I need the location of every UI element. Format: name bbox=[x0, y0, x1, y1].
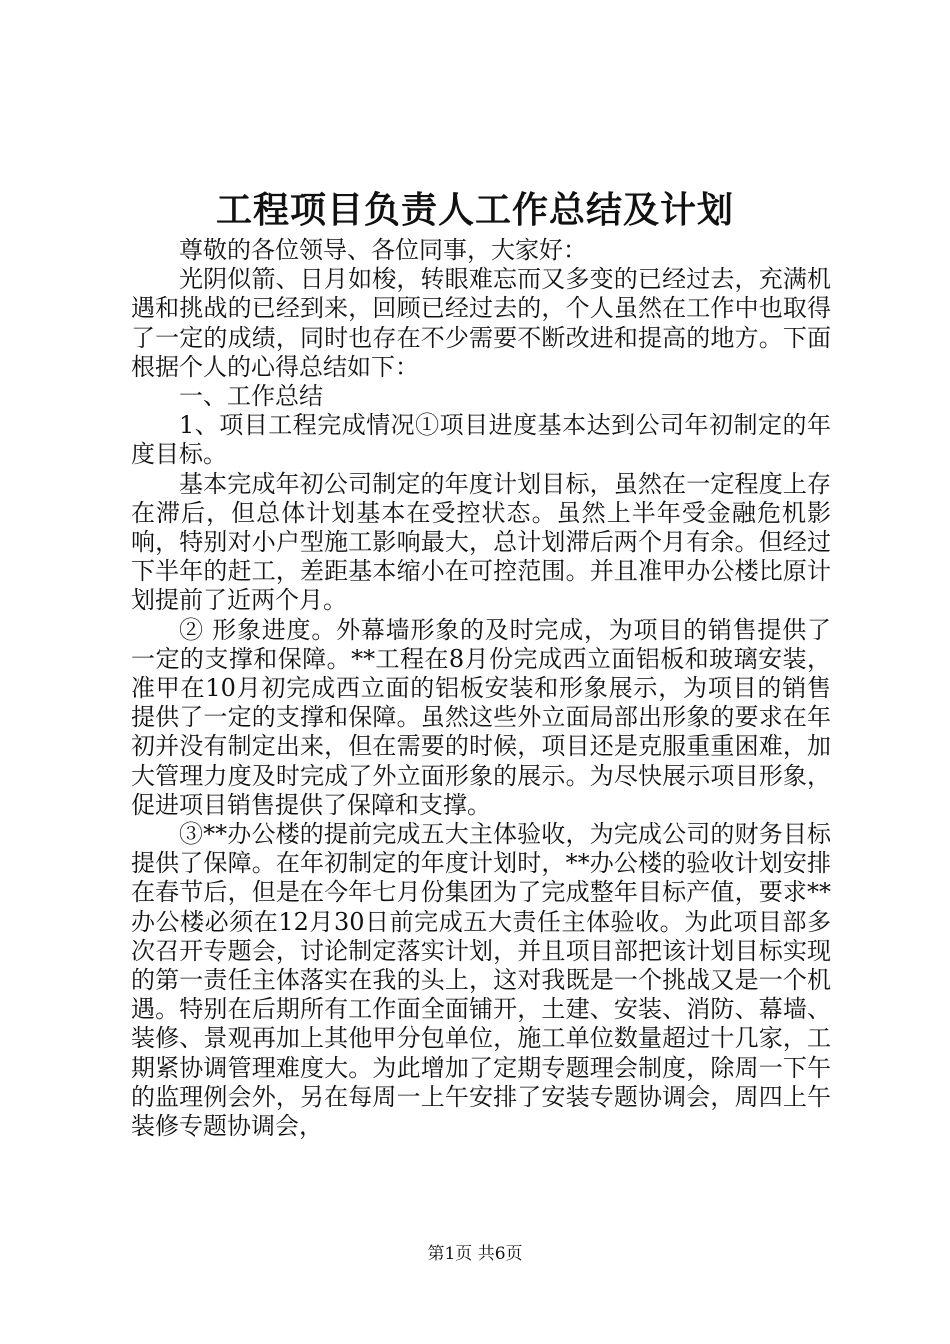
page-number-footer: 第1页 共6页 bbox=[427, 1244, 523, 1264]
office-acceptance-paragraph: ③**办公楼的提前完成五大主体验收，为完成公司的财务目标提供了保障。在年初制定的年度计划时，**办公楼的验收计划安排在春节后，但是在今年七月份集团为了完成整年目标产值，要求**办公楼必须在12月30日前完成五大责任主体验收。为此项目部多次召开专题会，讨论制定落实计划，并且项目部把该计划目标实现的第一责任主体落实在我的头上，这对我既是一个挑战又是一个机遇。特别在后期所有工作面全面铺开，土建、安装、消防、幕墙、装修、景观再加上其他甲分包单位，施工单位数量超过十几家，工期紧协调管理难度大。为此增加了定期专题理会制度，除周一下午的监理例会外，另在每周一上午安排了安装专题协调会，周四上午装修专题协调会， bbox=[131, 820, 831, 1141]
document-body bbox=[131, 236, 831, 1141]
section-heading-work-summary: 一、工作总结 bbox=[179, 382, 323, 411]
item-1-paragraph: 1、项目工程完成情况①项目进度基本达到公司年初制定的年度目标。 bbox=[131, 411, 831, 469]
annual-plan-paragraph: 基本完成年初公司制定的年度计划目标，虽然在一定程度上存在滞后，但总体计划基本在受控状态。虽然上半年受金融危机影响，特别对小户型施工影响最大，总计划滞后两个月有余。但经过下半年的赶工，差距基本缩小在可控范围。并且准甲办公楼比原计划提前了近两个月。 bbox=[131, 469, 831, 615]
greeting-paragraph: 尊敬的各位领导、各位同事，大家好： bbox=[179, 236, 587, 264]
page-title: 工程项目负责人工作总结及计划 bbox=[215, 189, 734, 231]
intro-paragraph: 光阴似箭、日月如梭，转眼难忘而又多变的已经过去，充满机遇和挑战的已经到来，回顾已经过去的，个人虽然在工作中也取得了一定的成绩，同时也存在不少需要不断改进和提高的地方。下面根据个人的心得总结如下： bbox=[131, 265, 831, 381]
image-progress-paragraph: ② 形象进度。外幕墙形象的及时完成，为项目的销售提供了一定的支撑和保障。**工程在8月份完成西立面铝板和玻璃安装，准甲在10月初完成西立面的铝板安装和形象展示，为项目的销售提供了一定的支撑和保障。虽然这些外立面局部出形象的要求在年初并没有制定出来，但在需要的时候，项目还是克服重重困难，加大管理力度及时完成了外立面形象的展示。为尽快展示项目形象，促进项目销售提供了保障和支撑。 bbox=[131, 615, 831, 819]
